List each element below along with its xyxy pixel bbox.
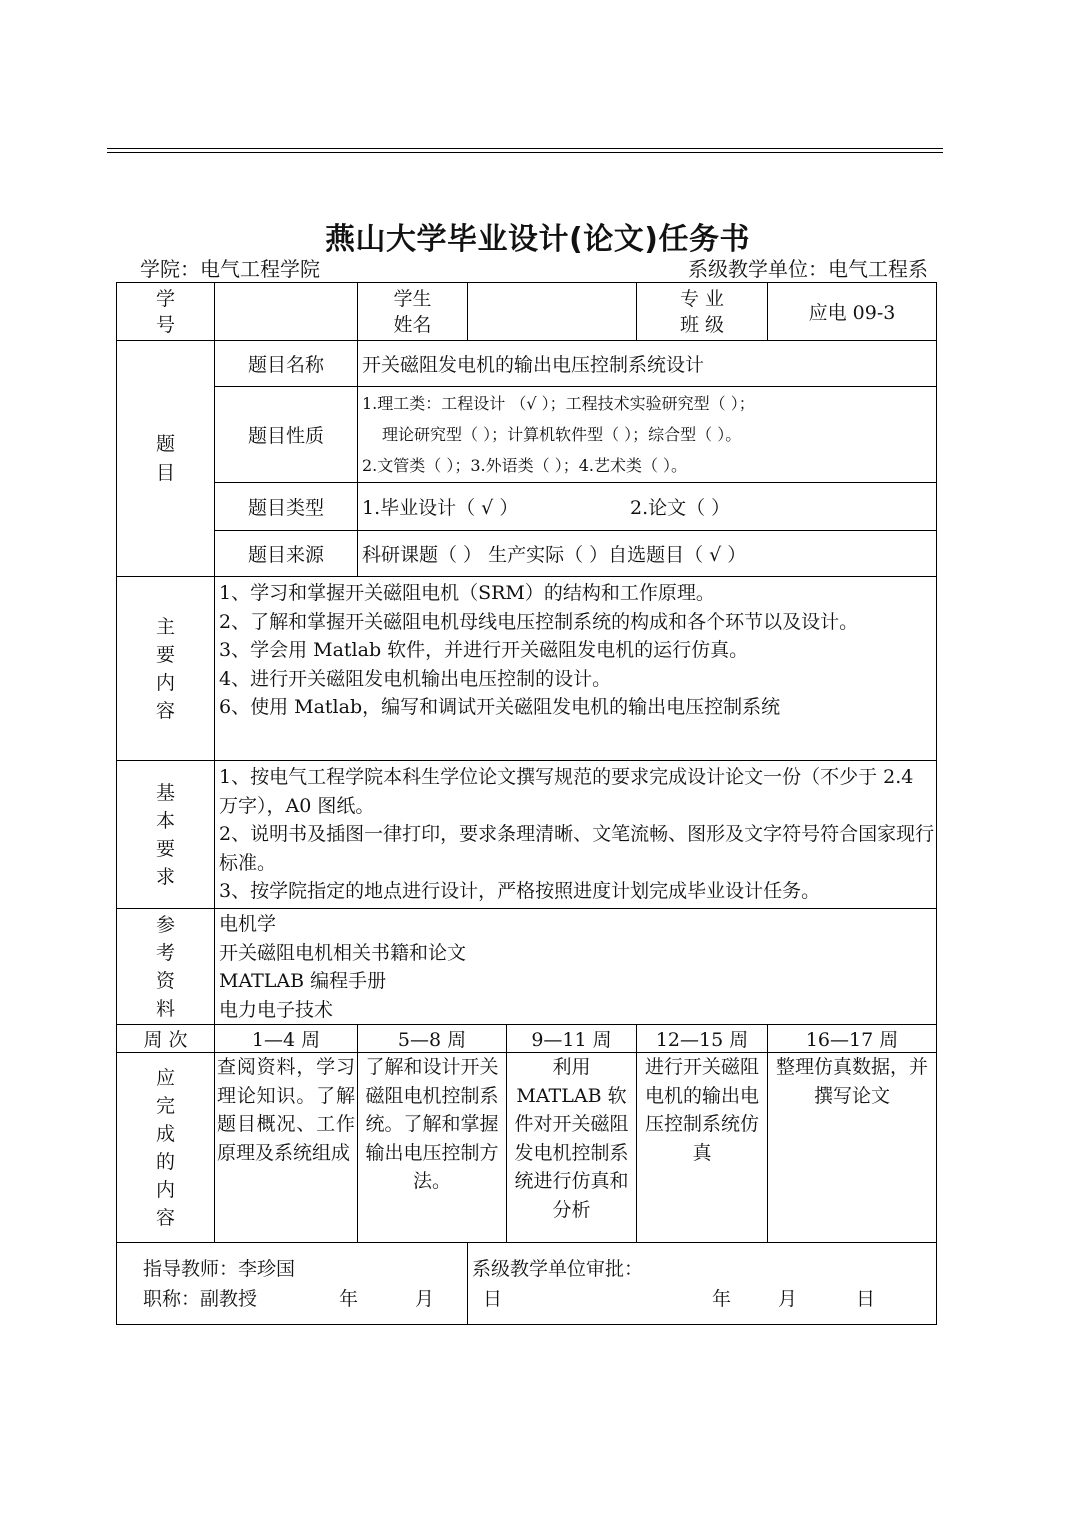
- schedule-content-cell: 了解和设计开关磁阻电机控制系统。了解和掌握输出电压控制方法。: [358, 1053, 507, 1243]
- schedule-content-cell: 整理仿真数据，并撰写论文: [768, 1053, 937, 1243]
- approval-sign-cell: [468, 1243, 937, 1325]
- approval-year: 年: [712, 1288, 732, 1310]
- topic-name-row: [117, 341, 937, 387]
- topic-source-label: 题目来源: [215, 531, 358, 577]
- schedule-content-cell: 查阅资料，学习理论知识。了解题目概况、工作原理及系统组成: [215, 1053, 358, 1243]
- topic-type-label: 题目类型: [215, 483, 358, 531]
- student-name-label-cell: [358, 283, 468, 341]
- approval-day: 日: [856, 1288, 876, 1310]
- week-cell: 12—15 周: [637, 1025, 768, 1053]
- topic-source-value: 科研课题（ ） 生产实际（ ）自选题目（ √ ）: [358, 531, 937, 577]
- student-id-label-cell: [117, 283, 215, 341]
- requirement-item: 2、说明书及插图一律打印，要求条理清晰、文笔流畅、图形及文字符号符合国家现行标准。: [219, 823, 935, 874]
- student-name-value: [468, 283, 637, 341]
- task-table: [116, 282, 937, 1325]
- main-content-item: 2、了解和掌握开关磁阻电机母线电压控制系统的构成和各个环节以及设计。: [219, 610, 859, 633]
- main-content-label: 主要内容: [155, 615, 175, 722]
- requirements-list: [215, 761, 937, 909]
- schedule-content-label-cell: [117, 1053, 215, 1243]
- class-value: 应电 09-3: [768, 283, 937, 341]
- type-option-design: 1.毕业设计（ √ ）: [362, 497, 519, 519]
- student-name-label-1: 学生: [393, 287, 432, 310]
- schedule-content-cell: 利用 MATLAB 软件对开关磁阻发电机控制系统进行仿真和分析: [507, 1053, 637, 1243]
- week-cell: 1—4 周: [215, 1025, 358, 1053]
- main-content-list: [215, 577, 937, 761]
- nature-line-3: 2.文管类（ ）；3.外语类（ ）；4.艺术类（ ）。: [362, 456, 688, 475]
- references-label: 参考资料: [155, 913, 175, 1020]
- main-content-label-cell: [117, 577, 215, 761]
- topic-name-value: 开关磁阻发电机的输出电压控制系统设计: [358, 341, 937, 387]
- requirement-item: 3、按学院指定的地点进行设计，严格按照进度计划完成毕业设计任务。: [219, 880, 821, 902]
- advisor-sign-cell: [117, 1243, 503, 1325]
- topic-source-row: [117, 531, 937, 577]
- requirements-row: [117, 761, 937, 909]
- nature-line-2: 理论研究型（ ）；计算机软件型（ ）；综合型（ ）。: [382, 425, 742, 444]
- reference-item: MATLAB 编程手册: [219, 970, 387, 992]
- reference-item: 开关磁阻电机相关书籍和论文: [219, 941, 467, 964]
- advisor-title: 职称：副教授: [143, 1288, 258, 1310]
- week-cell: 16—17 周: [768, 1025, 937, 1053]
- topic-section-cell: [117, 341, 215, 577]
- topic-nature-label: 题目性质: [215, 387, 358, 483]
- advisor-year: 年: [339, 1288, 359, 1310]
- approval-label: 系级教学单位审批：: [472, 1258, 644, 1280]
- advisor-name: 指导教师：李珍国: [143, 1258, 296, 1280]
- week-cell: 9—11 周: [507, 1025, 637, 1053]
- references-row: [117, 909, 937, 1025]
- main-content-item: 6、使用 Matlab，编写和调试开关磁阻发电机的输出电压控制系统: [219, 696, 781, 718]
- main-content-row: [117, 577, 937, 761]
- topic-type-value: [358, 483, 937, 531]
- topic-type-row: [117, 483, 937, 531]
- top-rule-2: [107, 152, 943, 153]
- major-label-2: 班 级: [679, 313, 725, 336]
- page-title: 燕山大学毕业设计(论文)任务书: [325, 222, 750, 257]
- topic-nature-row: [117, 387, 937, 483]
- signature-row: [117, 1243, 937, 1325]
- info-row: [117, 283, 937, 341]
- type-option-thesis: 2.论文（ ）: [630, 497, 731, 519]
- reference-item: 电力电子技术: [219, 998, 334, 1021]
- student-id-label: 学号: [155, 287, 175, 336]
- student-name-label-2: 姓名: [393, 313, 432, 336]
- week-cell: 5—8 周: [358, 1025, 507, 1053]
- week-row: [117, 1025, 937, 1053]
- main-content-item: 3、学会用 Matlab 软件，并进行开关磁阻发电机的运行仿真。: [219, 639, 749, 661]
- schedule-content-cell: 进行开关磁阻电机的输出电压控制系统仿真: [637, 1053, 768, 1243]
- references-list: [215, 909, 937, 1025]
- requirements-label: 基本要求: [155, 781, 175, 888]
- week-label: 周 次: [117, 1025, 215, 1053]
- main-content-item: 4、进行开关磁阻发电机输出电压控制的设计。: [219, 667, 612, 690]
- reference-item: 电机学: [219, 913, 277, 935]
- approval-month: 月: [778, 1288, 798, 1310]
- topic-nature-value: [358, 387, 937, 483]
- college-label: 学院：电气工程学院: [140, 257, 320, 281]
- topic-name-label: 题目名称: [215, 341, 358, 387]
- main-content-item: 1、学习和掌握开关磁阻电机（SRM）的结构和工作原理。: [219, 582, 715, 604]
- advisor-day: 日: [483, 1288, 503, 1310]
- requirement-item: 1、按电气工程学院本科生学位论文撰写规范的要求完成设计论文一份（不少于 2.4 万字），A0 图纸。: [219, 766, 914, 817]
- major-label-cell: [637, 283, 768, 341]
- schedule-content-label: 应完成的内容: [155, 1066, 175, 1229]
- top-rule-1: [107, 148, 943, 149]
- references-label-cell: [117, 909, 215, 1025]
- major-label-1: 专 业: [679, 287, 725, 310]
- requirements-label-cell: [117, 761, 215, 909]
- schedule-content-row: [117, 1053, 937, 1243]
- student-id-value: [215, 283, 358, 341]
- nature-line-1: 1.理工类：工程设计 （√ ）；工程技术实验研究型（ ）；: [362, 394, 755, 413]
- topic-section-label: 题目: [155, 432, 175, 484]
- department-label: 系级教学单位：电气工程系: [688, 257, 928, 281]
- advisor-month: 月: [415, 1288, 435, 1310]
